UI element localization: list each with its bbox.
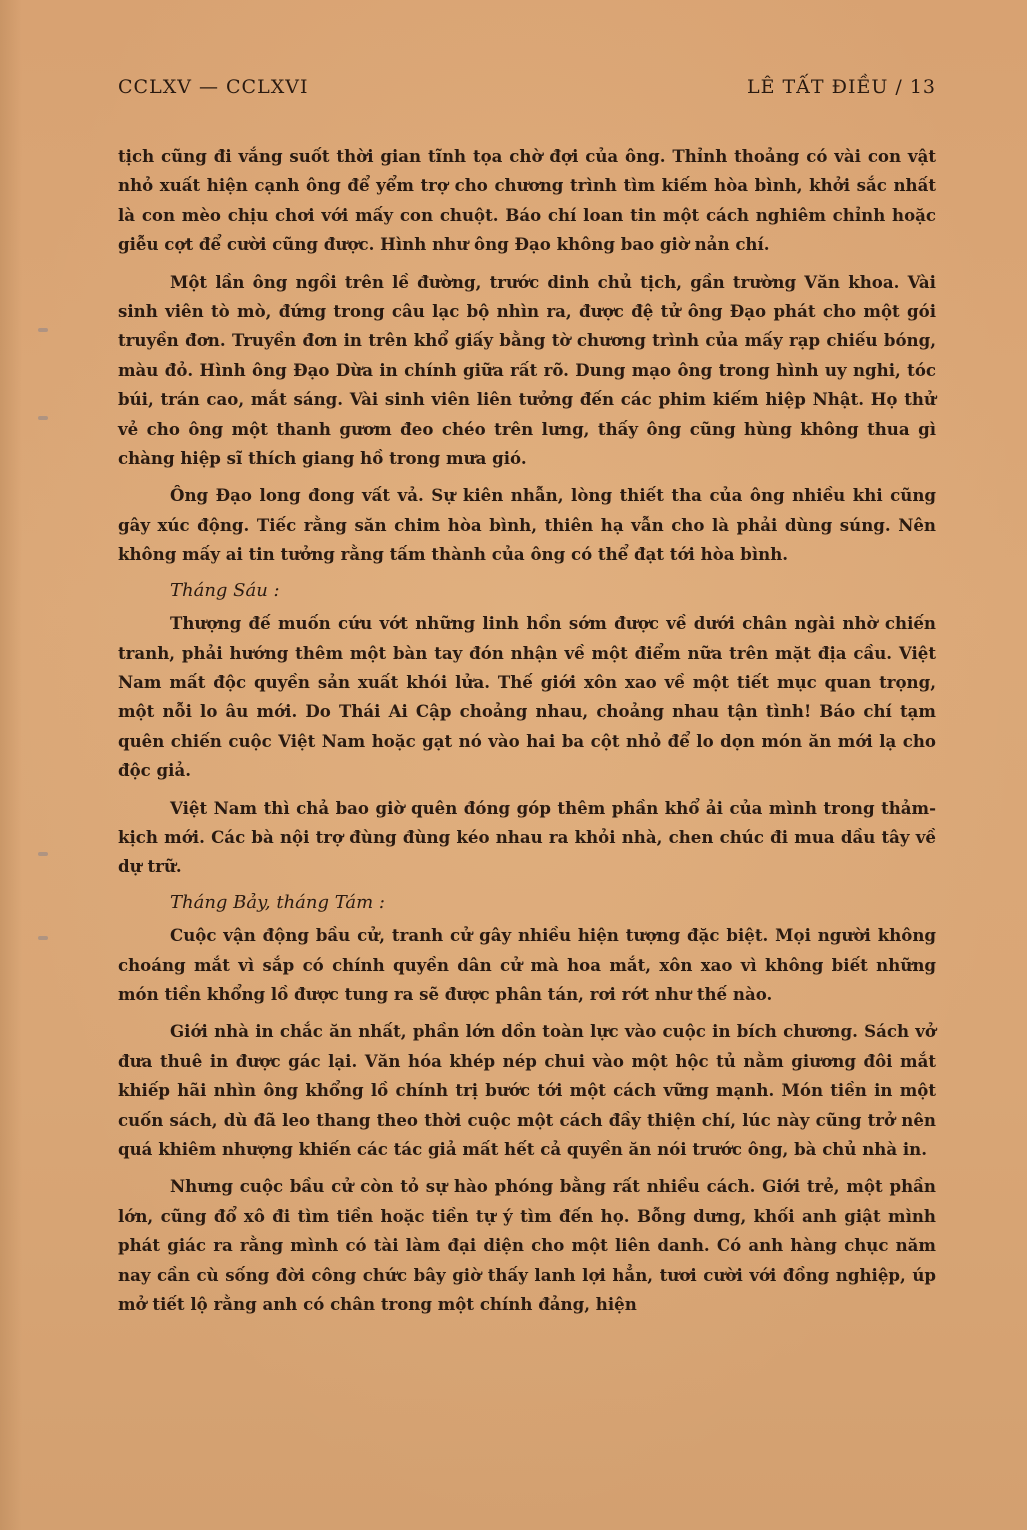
section-heading-july-august: Tháng Bảy, tháng Tám : <box>170 891 385 913</box>
punch-mark <box>38 416 48 420</box>
punch-mark <box>38 328 48 332</box>
header-chapter-range: CCLXV — CCLXVI <box>118 76 309 98</box>
running-header <box>118 76 936 108</box>
punch-mark <box>38 852 48 856</box>
paragraph: Thượng đế muốn cứu vớt những linh hồn sớm được về dưới chân ngài nhờ chiến tranh, phải hướng thêm một bàn tay đón nhận về một điểm nữa trên mặt địa cầu. Việt Nam mất độc quyền sản xuất khói lửa. Thế giới xôn xao về một tiết mục quan trọng, một nỗi lo âu mới. Do Thái Ai Cập choảng nhau, choảng nhau tận tình! Báo chí tạm quên chiến cuộc Việt Nam hoặc gạt nó vào hai ba cột nhỏ để lo dọn món ăn mới lạ cho độc giả. <box>118 613 936 781</box>
section-heading-june: Tháng Sáu : <box>170 579 280 601</box>
paragraph: Cuộc vận động bầu cử, tranh cử gây nhiều hiện tượng đặc biệt. Mọi người không choáng mắt vì sắp có chính quyền dân cử mà hoa mắt, xôn xao vì không biết những món tiền khổng lồ được tung ra sẽ được phân tán, rơi rớt như thế nào. <box>118 925 936 1004</box>
paragraph: Nhưng cuộc bầu cử còn tỏ sự hào phóng bằng rất nhiều cách. Giới trẻ, một phần lớn, cũng đổ xô đi tìm tiền hoặc tiền tự ý tìm đến họ. Bỗng dưng, khối anh giật mình phát giác ra rằng mình có tài làm đại diện cho một liên danh. Có anh hàng chục năm nay cần cù sống đời công chức bây giờ thấy lanh lợi hẳn, tươi cười với đồng nghiệp, úp mở tiết lộ rằng anh có chân trong một chính đảng, hiện <box>118 1176 936 1315</box>
paragraph: Giới nhà in chắc ăn nhất, phần lớn dồn toàn lực vào cuộc in bích chương. Sách vở đưa thuê in được gác lại. Văn hóa khép nép chui vào một hộc tủ nằm giương đôi mắt khiếp hãi nhìn ông khổng lồ chính trị bước tới một cách vững mạnh. Món tiền in một cuốn sách, dù đã leo thang theo thời cuộc một cách đầy thiện chí, lúc này cũng trở nên quá khiêm nhượng khiến các tác giả mất hết cả quyền ăn nói trước ông, bà chủ nhà in. <box>118 1021 936 1159</box>
punch-mark <box>38 936 48 940</box>
paragraph: Một lần ông ngồi trên lề đường, trước dinh chủ tịch, gần trường Văn khoa. Vài sinh viên tò mò, đứng trong câu lạc bộ nhìn ra, được đệ tử ông Đạo phát cho một gói truyền đơn. Truyền đơn in trên khổ giấy bằng tờ chương trình của mấy rạp chiếu bóng, màu đỏ. Hình ông Đạo Dừa in chính giữa rất rõ. Dung mạo ông trong hình uy nghi, tóc búi, trán cao, mắt sáng. Vài sinh viên liên tưởng đến các phim kiếm hiệp Nhật. Họ thử vẻ cho ông một thanh gươm đeo chéo trên lưng, thấy ông cũng hùng không thua gì chàng hiệp sĩ thích giang hồ trong mưa gió. <box>118 271 936 469</box>
page-shadow-edge <box>0 0 22 1530</box>
header-author-page: LÊ TẤT ĐIỀU / 13 <box>746 76 936 98</box>
paragraph: Việt Nam thì chả bao giờ quên đóng góp thêm phần khổ ải của mình trong thảm-kịch mới. Các bà nội trợ đùng đùng kéo nhau ra khỏi nhà, chen chúc đi mua dầu tây về dự trữ. <box>118 797 936 877</box>
page-body <box>118 142 936 1319</box>
paragraph: tịch cũng đi vắng suốt thời gian tĩnh tọa chờ đợi của ông. Thỉnh thoảng có vài con vật nhỏ xuất hiện cạnh ông để yểm trợ cho chương trình tìm kiếm hòa bình, khởi sắc nhất là con mèo chịu chơi với mấy con chuột. Báo chí loan tin một cách nghiêm chỉnh hoặc giễu cợt để cười cũng được. Hình như ông Đạo không bao giờ nản chí. <box>118 146 936 255</box>
paragraph: Ông Đạo long đong vất vả. Sự kiên nhẫn, lòng thiết tha của ông nhiều khi cũng gây xúc động. Tiếc rằng săn chim hòa bình, thiên hạ vẫn cho là phải dùng súng. Nên không mấy ai tin tưởng rằng tấm thành của ông có thể đạt tới hòa bình. <box>118 485 936 565</box>
